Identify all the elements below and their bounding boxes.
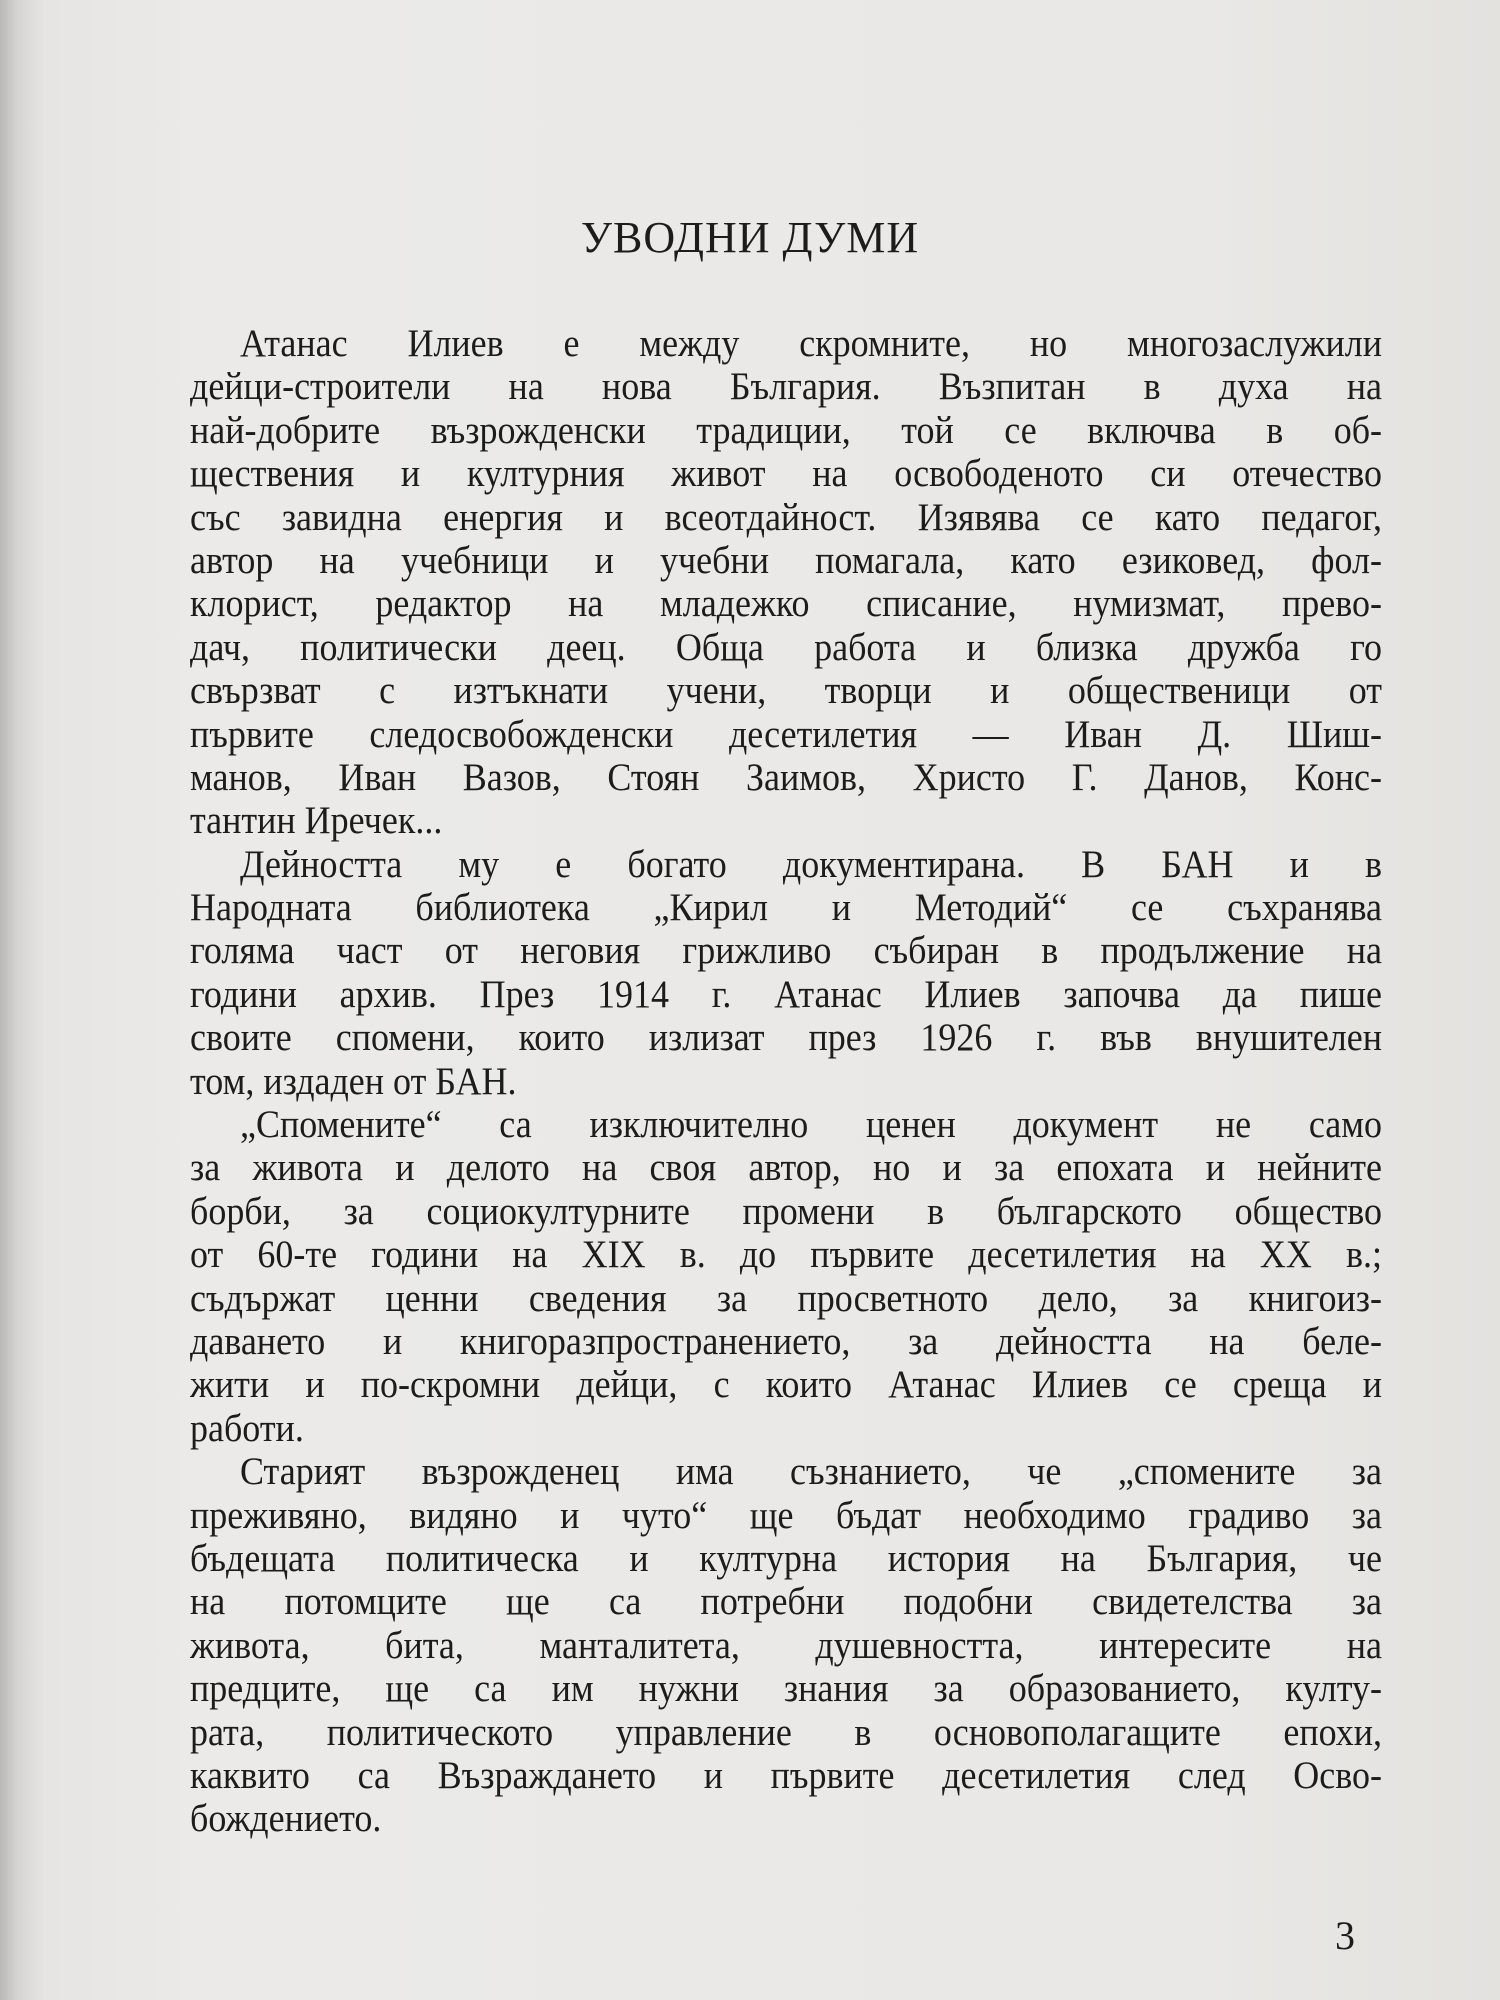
text-line: ществения и културния живот на освободеното си отечество	[190, 451, 1382, 495]
text-line: преживяно, видяно и чуто“ ще бъдат необходимо градиво за	[190, 1492, 1382, 1537]
text-line: даването и книгоразпространението, за дейността на беле-	[190, 1319, 1382, 1363]
body-text	[190, 322, 1382, 1841]
text-line: Атанас Илиев е между скромните, но многозаслужили	[240, 321, 1382, 365]
text-line: том, издаден от БАН.	[190, 1058, 517, 1103]
paragraph	[190, 322, 1382, 843]
page-title: УВОДНИ ДУМИ	[580, 213, 920, 262]
paragraph	[190, 1103, 1382, 1450]
text-line: дач, политически деец. Обща работа и близка дружба го	[190, 625, 1382, 669]
text-line: Дейността му е богато документирана. В БАН и в	[240, 842, 1382, 886]
text-line: свързват с изтъкнати учени, творци и общественици от	[190, 668, 1382, 712]
text-line: рата, политическото управление в основополагащите епохи,	[190, 1709, 1382, 1754]
text-line: клорист, редактор на младежко списание, нумизмат, прево-	[190, 581, 1382, 625]
text-line: манов, Иван Вазов, Стоян Заимов, Христо Г. Данов, Конс-	[190, 755, 1382, 799]
text-line: предците, ще са им нужни знания за образованието, култу-	[190, 1666, 1382, 1710]
text-line: съдържат ценни сведения за просветното дело, за книгоиз-	[190, 1275, 1382, 1320]
text-line: дейци-строители на нова България. Възпитан в духа на	[190, 364, 1382, 408]
text-line: живота, бита, манталитета, душевността, интересите на	[190, 1623, 1382, 1667]
text-line: за живота и делото на своя автор, но и за епохата и нейните	[190, 1145, 1382, 1189]
paragraph	[190, 843, 1382, 1103]
text-line: от 60-те години на XIX в. до първите десетилетия на XX в.;	[190, 1232, 1382, 1276]
text-line: бъдещата политическа и културна история на България, че	[190, 1536, 1382, 1580]
paragraph	[190, 1450, 1382, 1841]
text-line: тантин Иречек...	[190, 798, 443, 842]
text-line: най-добрите възрожденски традиции, той се включва в об-	[190, 408, 1382, 452]
text-line: „Спомените“ са изключително ценен документ не само	[240, 1102, 1382, 1146]
text-line: голяма част от неговия грижливо събиран в продължение на	[190, 928, 1382, 973]
text-line: първите следосвобожденски десетилетия — Иван Д. Шиш-	[190, 711, 1382, 756]
text-line: каквито са Възраждането и първите десетилетия след Осво-	[190, 1753, 1382, 1797]
text-line: на потомците ще са потребни подобни свидетелства за	[190, 1579, 1382, 1623]
text-line: своите спомени, които излизат през 1926 г. във внушителен	[190, 1015, 1382, 1059]
text-line: борби, за социокултурните промени в българското общество	[190, 1189, 1382, 1233]
text-line: Народната библиотека „Кирил и Методий“ се съхранява	[190, 885, 1382, 929]
text-line: жити и по-скромни дейци, с които Атанас Илиев се среща и	[190, 1362, 1382, 1406]
text-line: автор на учебници и учебни помагала, като езиковед, фол-	[190, 538, 1382, 582]
text-line: Старият възрожденец има съзнанието, че „спомените за	[240, 1449, 1382, 1493]
text-line: години архив. През 1914 г. Атанас Илиев започва да пише	[190, 972, 1382, 1016]
page-number: 3	[1335, 1913, 1355, 1958]
text-line: работи.	[190, 1406, 304, 1450]
text-line: със завидна енергия и всеотдайност. Изявява се като педагог,	[190, 494, 1382, 539]
text-line: бождението.	[190, 1796, 382, 1840]
